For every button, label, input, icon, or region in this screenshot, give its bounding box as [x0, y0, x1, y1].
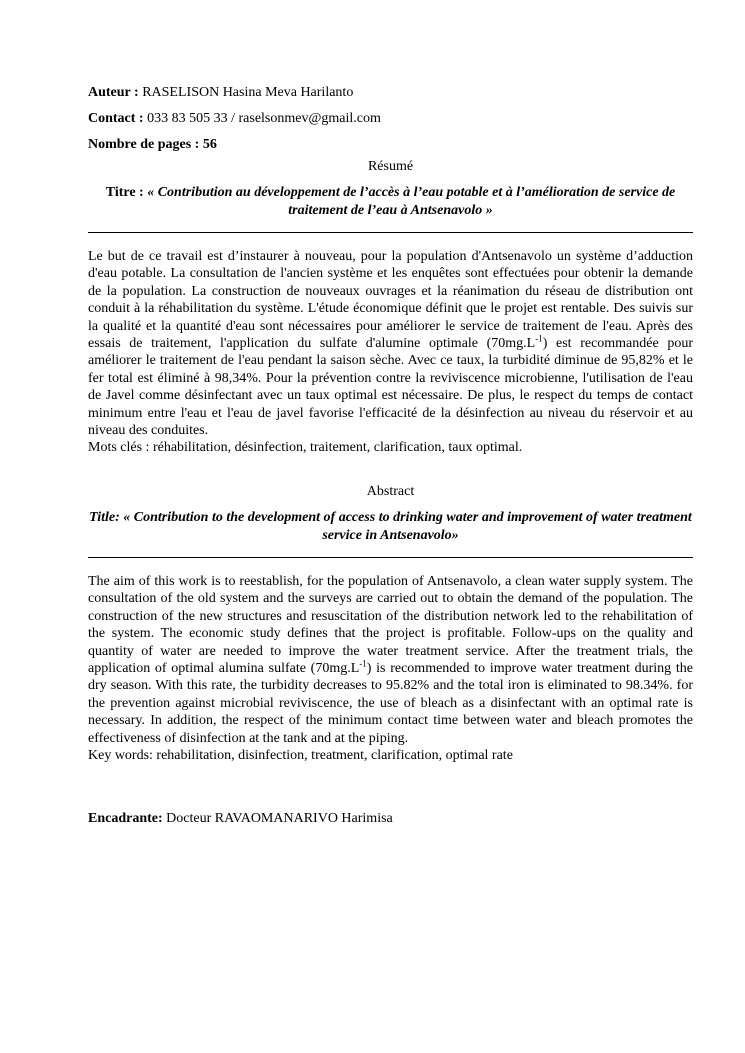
- abstract-body-part1: The aim of this work is to reestablish, for the population of Antsenavolo, a clean water supply system. The consultation of the old system and the surveys are carried out to obtain the demand of the population. The construction of the new structures and resuscitation of the distribution network led to the rehabilitation of the system. The economic study defines that the project is profitable. Follow-ups on the quality and quantity of water are needed to improve the water treatment service. After the treatment trials, the application of optimal alumina sulfate (70mg.L: [88, 573, 693, 676]
- supervisor-value: Docteur RAVAOMANARIVO Harimisa: [166, 811, 393, 827]
- document-page: [88, 84, 693, 836]
- resume-body-part1: Le but de ce travail est d’instaurer à nouveau, pour la population d'Antsenavolo un système d’adduction d'eau potable. La consultation de l'ancien système et les enquêtes sont effectuées pour obtenir la demande de la population. La construction de nouveaux ouvrages et la réanimation du réseau de distribution ont conduit à la réhabilitation du système. L'étude économique définit que le projet est rentable. Des suivis sur la qualité et la quantité d'eau sont nécessaires pour améliorer le service de traitement de l'eau. Après des essais de traitement, l'application du sulfate d'alumine optimale (70mg.L: [88, 249, 693, 352]
- supervisor-label: Encadrante:: [88, 811, 163, 827]
- author-value: RASELISON Hasina Meva Harilanto: [142, 85, 354, 100]
- author-line: [88, 84, 693, 102]
- pages-label: Nombre de pages :: [88, 137, 200, 152]
- pages-line: [88, 136, 693, 154]
- resume-keywords: Mots clés : réhabilitation, désinfection, traitement, clarification, taux optimal.: [88, 440, 523, 456]
- resume-body-sup: -1: [535, 333, 543, 344]
- pages-value: 56: [202, 137, 217, 152]
- abstract-heading: Abstract: [366, 483, 415, 499]
- abstract-title-text: Title: « Contribution to the development of access to drinking water and improvement of water treatment service in Antsenavolo»: [89, 509, 692, 543]
- resume-title-text: « Contribution au développement de l’accès à l’eau potable et à l’amélioration de service de traitement de l’eau à Antsenavolo »: [147, 185, 676, 218]
- contact-value: 033 83 505 33 / raselsonmev@gmail.com: [147, 111, 381, 126]
- resume-body: [88, 248, 693, 439]
- abstract-keywords: Key words: rehabilitation, disinfection, treatment, clarification, optimal rate: [88, 747, 513, 763]
- supervisor-line: [88, 810, 693, 828]
- resume-heading: Résumé: [367, 159, 414, 174]
- contact-label: Contact :: [88, 111, 144, 126]
- abstract-title: [88, 509, 693, 545]
- abstract-body: [88, 573, 693, 747]
- resume-body-part2: ) est recommandée pour améliorer le traitement de l'eau pendant la saison sèche. Avec ce taux, la turbidité diminue de 95,82% et le fer total est éliminé à 98,34%. Pour la prévention contre la reviviscence microbienne, l'utilisation de l'eau de Javel comme désinfectant avec un taux optimal est nécessaire. De plus, le respect du temps de contact minimum entre l'eau et l'eau de javel favorise l'efficacité de la désinfection au niveau du réservoir et au niveau des conduites.: [88, 336, 693, 439]
- abstract-body-part2: ) is recommended to improve water treatment during the dry season. With this rate, the turbidity decreases to 95.82% and the total iron is eliminated to 98.34%. for the prevention against microbial reviviscence, the use of bleach as a disinfectant with an optimal rate is necessary. In addition, the respect of the minimum contact time between water and bleach promotes the effectiveness of disinfection at the tank and at the piping.: [88, 660, 693, 746]
- resume-title: [88, 184, 693, 220]
- contact-line: [88, 110, 693, 128]
- resume-title-prefix: Titre :: [105, 185, 148, 200]
- resume-divider: [88, 232, 693, 233]
- author-label: Auteur :: [88, 85, 139, 100]
- abstract-body-sup: -1: [359, 658, 367, 669]
- abstract-divider: [88, 557, 693, 558]
